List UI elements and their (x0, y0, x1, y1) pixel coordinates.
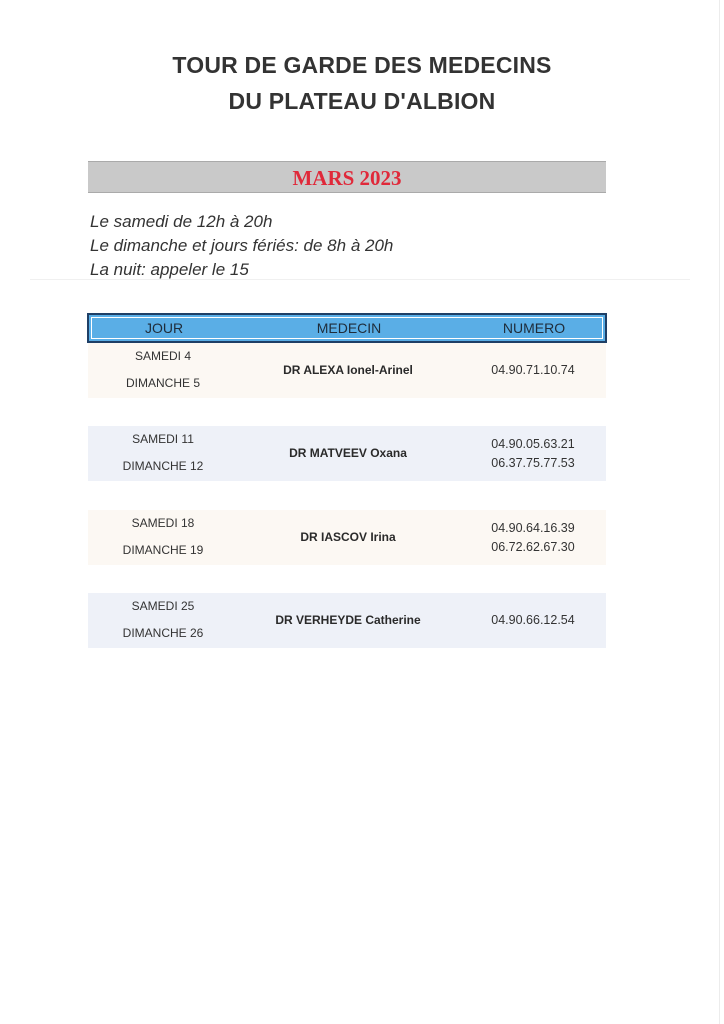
row-day-sunday: DIMANCHE 19 (122, 543, 204, 557)
row-day-saturday: SAMEDI 4 (134, 349, 191, 363)
row-day-saturday: SAMEDI 25 (131, 599, 195, 613)
divider (30, 279, 690, 280)
row-day-saturday: SAMEDI 11 (132, 432, 194, 446)
table-row (88, 510, 606, 565)
table-row (88, 343, 606, 398)
document-title-line-2: DU PLATEAU D'ALBION (228, 88, 496, 114)
month-label: MARS 2023 (292, 166, 402, 190)
document-title-line-1: TOUR DE GARDE DES MEDECINS (172, 52, 552, 78)
row-doctor: DR MATVEEV Oxana (289, 446, 407, 460)
table-row (88, 593, 606, 648)
info-sunday-holiday-hours: Le dimanche et jours fériés: de 8h à 20h (90, 236, 394, 255)
scan-edge-line (719, 0, 720, 1024)
info-saturday-hours: Le samedi de 12h à 20h (90, 212, 273, 231)
header-medecin: MEDECIN (316, 320, 382, 336)
row-phone-2: 06.72.62.67.30 (491, 540, 575, 554)
header-jour: JOUR (144, 320, 184, 336)
row-phone-1: 04.90.05.63.21 (491, 437, 575, 451)
row-day-sunday: DIMANCHE 12 (122, 459, 204, 473)
row-phone-2: 06.37.75.77.53 (491, 456, 575, 470)
table-row (88, 426, 606, 481)
row-doctor: DR VERHEYDE Catherine (275, 613, 421, 627)
row-day-sunday: DIMANCHE 5 (125, 376, 200, 390)
row-phone-1: 04.90.64.16.39 (491, 521, 575, 535)
header-numero: NUMERO (502, 320, 566, 336)
row-day-saturday: SAMEDI 18 (131, 516, 195, 530)
row-phone: 04.90.71.10.74 (491, 363, 575, 377)
row-day-sunday: DIMANCHE 26 (122, 626, 204, 640)
info-night-instructions: La nuit: appeler le 15 (90, 260, 249, 279)
table-header (87, 313, 607, 343)
month-banner (88, 161, 606, 193)
row-doctor: DR IASCOV Irina (300, 530, 396, 544)
row-phone: 04.90.66.12.54 (491, 613, 575, 627)
row-doctor: DR ALEXA Ionel-Arinel (283, 363, 413, 377)
